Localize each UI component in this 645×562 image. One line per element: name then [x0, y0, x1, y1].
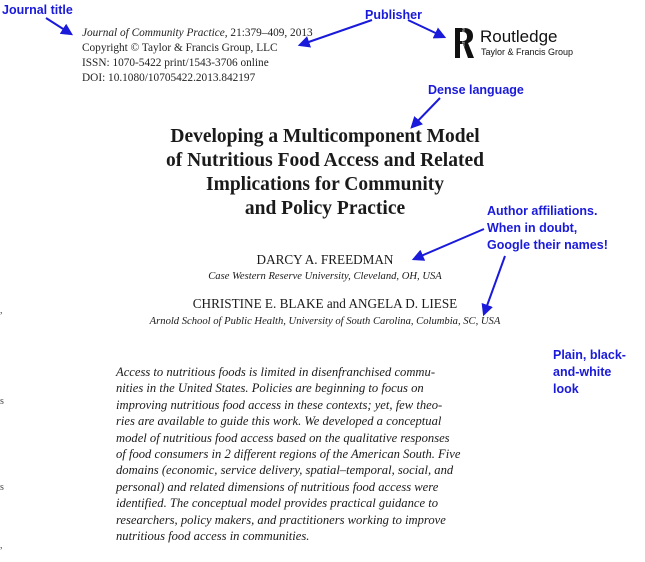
- margin-mark: s: [0, 396, 4, 407]
- abstract-line: improving nutritious food access in these contexts; yet, few theo-: [116, 397, 443, 412]
- annotation-dense-language: Dense language: [428, 83, 524, 97]
- author-affiliation-primary: Case Western Reserve University, Cleveland, OH, USA: [208, 271, 442, 282]
- publisher-vertical-wordmark: [456, 26, 464, 60]
- title-line: Developing a Multicomponent Model: [170, 126, 480, 147]
- issn-line: ISSN: 1070-5422 print/1543-3706 online: [82, 57, 269, 69]
- journal-name: Journal of Community Practice,: [82, 27, 228, 39]
- arrow-to-title: [412, 98, 440, 127]
- author-secondary: CHRISTINE E. BLAKE and ANGELA D. LIESE: [192, 296, 458, 311]
- arrow-to-journal-title: [46, 18, 71, 34]
- journal-volume-pages: 21:379–409, 2013: [227, 27, 313, 39]
- annotation-line: and-white: [553, 365, 612, 379]
- margin-mark: ,: [0, 540, 3, 551]
- annotation-author-affiliations: [487, 203, 645, 254]
- publisher-name: Routledge: [480, 27, 558, 46]
- publisher-logo: [452, 26, 572, 62]
- margin-mark: ,: [0, 305, 3, 316]
- journal-citation-line: [82, 26, 313, 41]
- annotation-line: Google their names!: [487, 238, 608, 252]
- author-primary: DARCY A. FREEDMAN: [256, 252, 394, 267]
- annotation-line: look: [553, 382, 579, 396]
- annotation-line: Author affiliations.: [487, 204, 598, 218]
- abstract-line: nutritious food access in communities.: [116, 529, 310, 544]
- abstract-line: identified. The conceptual model provides practical guidance to: [116, 496, 439, 511]
- abstract-line: ries are available to guide this work. We developed a conceptual: [116, 414, 442, 429]
- publisher-group: Taylor & Francis Group: [481, 47, 574, 57]
- annotation-journal-title: Journal title: [2, 3, 73, 17]
- annotation-plain-look: [553, 347, 645, 398]
- annotation-publisher: Publisher: [365, 8, 422, 22]
- abstract-line: researchers, policy makers, and practitioners working to improve: [116, 512, 446, 527]
- title-line: of Nutritious Food Access and Related: [166, 150, 484, 171]
- publisher-vertical-text: ROUTLEDGE: [461, 28, 466, 53]
- title-line: and Policy Practice: [244, 198, 406, 219]
- abstract-line: Access to nutritious foods is limited in disenfranchised commu-: [116, 365, 436, 379]
- copyright-line: Copyright © Taylor & Francis Group, LLC: [82, 42, 278, 54]
- abstract-line: nities in the United States. Policies are beginning to focus on: [116, 381, 424, 396]
- margin-mark: s: [0, 482, 4, 493]
- abstract-line: model of nutritious food access based on the qualitative responses: [116, 430, 450, 445]
- author-affiliation-secondary: Arnold School of Public Health, University of South Carolina, Columbia, SC, USA: [149, 316, 501, 327]
- abstract-line: of food consumers in 2 different regions of the American South. Five: [116, 447, 461, 462]
- title-line: Implications for Community: [206, 174, 444, 195]
- abstract-line: domains (economic, service delivery, spatial–temporal, social, and: [116, 463, 454, 478]
- abstract: [116, 364, 533, 544]
- abstract-line: personal) and related dimensions of nutritious food access were: [116, 479, 439, 494]
- paper-metadata: [82, 26, 313, 86]
- annotation-line: Plain, black-: [553, 348, 626, 362]
- doi-line: DOI: 10.1080/10705422.2013.842197: [82, 72, 256, 84]
- annotation-line: When in doubt,: [487, 221, 578, 235]
